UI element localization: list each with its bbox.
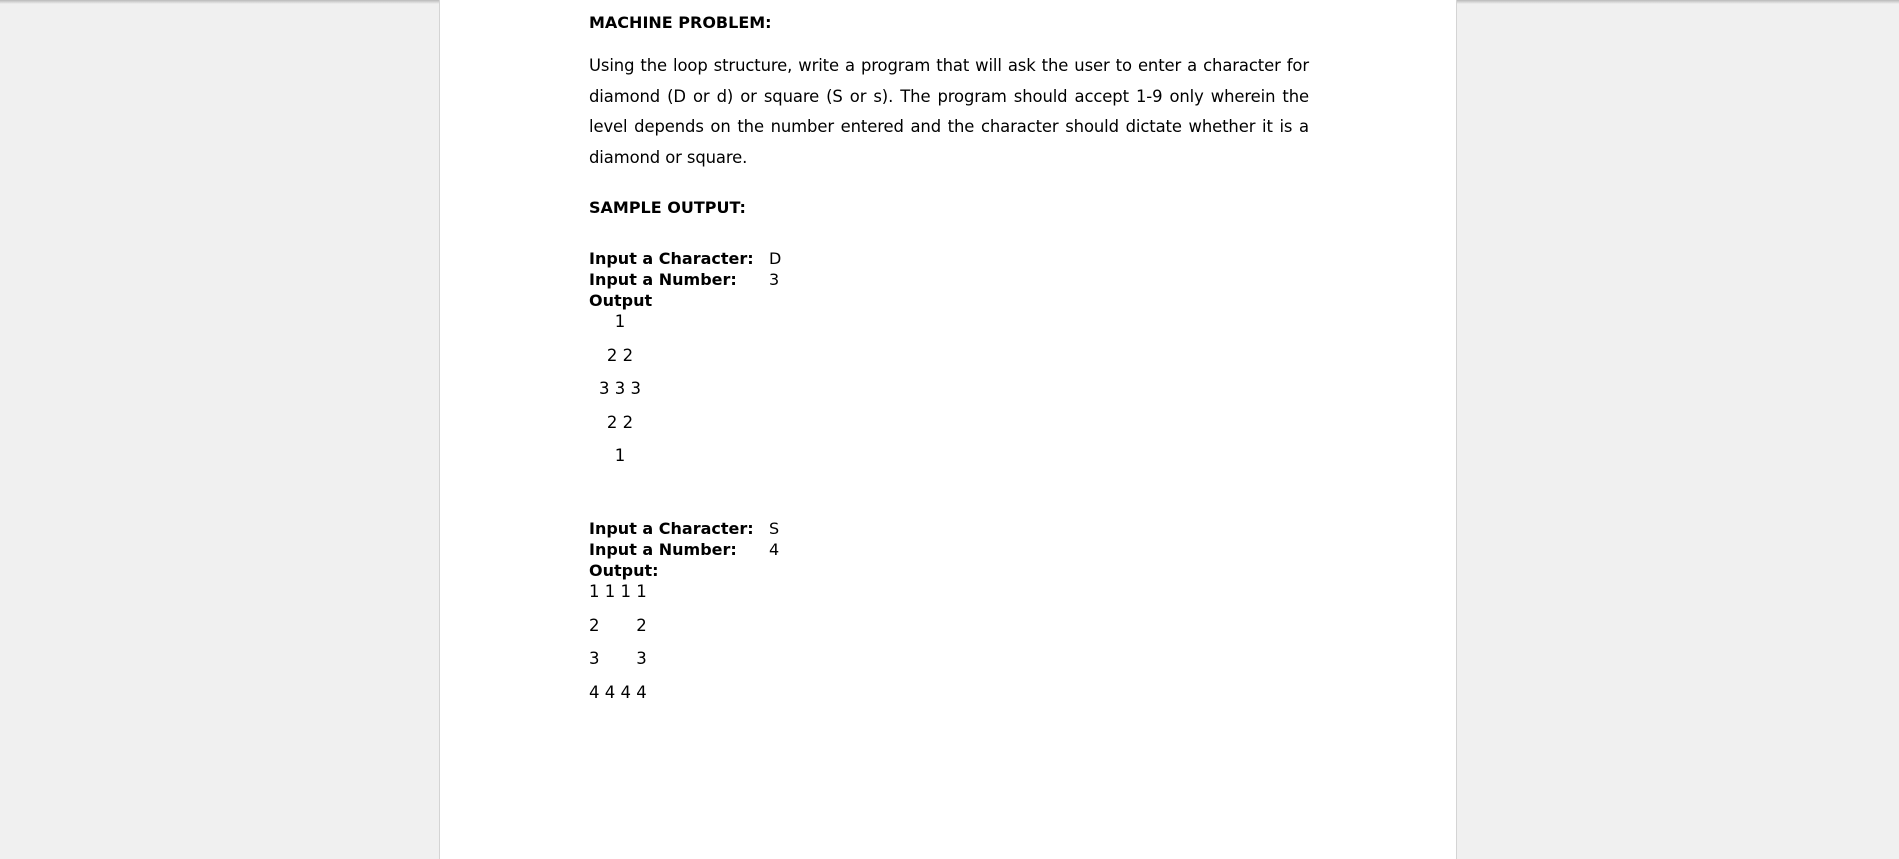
- input-number-label: Input a Number:: [589, 539, 737, 559]
- sample-diamond: [589, 248, 1309, 479]
- output-line: 1: [614, 312, 626, 331]
- output-line: 2 2: [589, 615, 647, 635]
- diamond-output: [589, 311, 1309, 479]
- output-line: 1 1 1 1: [589, 581, 647, 601]
- input-number-row: [589, 269, 1309, 290]
- input-character-row: [589, 518, 1309, 539]
- input-character-label: Input a Character:: [589, 249, 754, 268]
- input-number-row: [589, 539, 1309, 560]
- input-character-label: Input a Character:: [589, 518, 754, 538]
- document-content: [589, 12, 1309, 715]
- output-label: Output: [589, 291, 653, 310]
- output-line: 1: [614, 446, 626, 466]
- output-line: 2 2: [606, 345, 634, 365]
- square-output: [589, 581, 1309, 715]
- output-line: 4 4 4 4: [589, 682, 647, 702]
- input-number-value: 3: [769, 270, 780, 289]
- sample-output-heading: SAMPLE OUTPUT:: [589, 198, 746, 217]
- document-page[interactable]: [439, 0, 1457, 859]
- problem-description: Using the loop structure, write a program that will ask the user to enter a character for diamond (D or d) or square (S or s). The program should accept 1-9 only wherein the level depends on the number entered and the character should dictate whether it is a diamond or square.: [589, 56, 1309, 167]
- output-line: 3 3: [589, 649, 647, 669]
- input-number-label: Input a Number:: [589, 270, 737, 289]
- input-character-value: D: [769, 249, 782, 268]
- output-line: 2 2: [606, 412, 634, 432]
- input-number-value: 4: [769, 539, 780, 559]
- machine-problem-heading: MACHINE PROBLEM:: [589, 13, 772, 32]
- sample-square: [589, 518, 1309, 715]
- input-character-value: S: [769, 518, 780, 538]
- output-label: Output:: [589, 560, 659, 580]
- input-character-row: [589, 248, 1309, 269]
- output-line: 3 3 3: [599, 379, 641, 399]
